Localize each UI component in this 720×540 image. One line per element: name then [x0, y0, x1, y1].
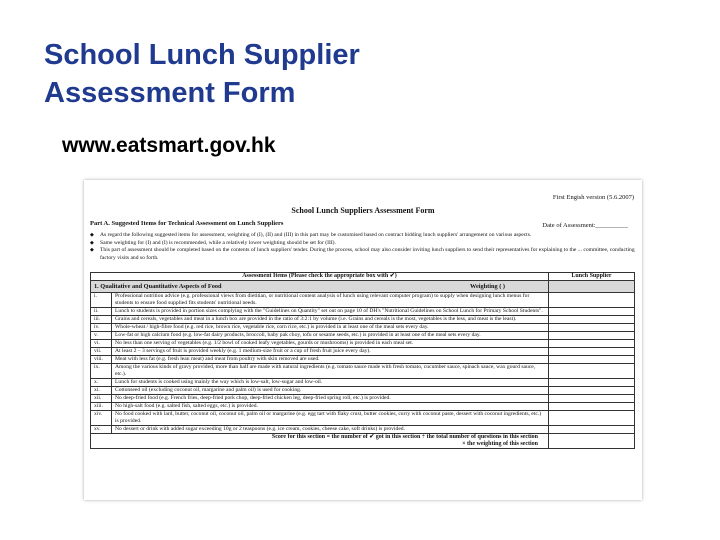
table-row	[91, 411, 635, 426]
table-row	[91, 364, 635, 379]
table-row	[91, 395, 635, 403]
row-number: ii.	[91, 308, 112, 316]
score-formula-line2: × the weighting of this section	[462, 441, 538, 447]
row-criterion: Professional nutrition advice (e.g. professional views from dietitian, or nutritional content analysis of lunch using relevant computer program) to supply when designing lunch menus for students to ensure food supplied fits students' nutritional needs.	[112, 293, 549, 308]
row-number: v.	[91, 332, 112, 340]
date-of-assessment: Date of Assessment:__________	[542, 222, 628, 229]
supplier-checkbox-cell[interactable]	[549, 332, 635, 340]
supplier-checkbox-cell[interactable]	[549, 411, 635, 426]
row-criterion: No less than one serving of vegetables (e.g. 1/2 bowl of cooked leafy vegetables, gourds or mushrooms) is provided in each meal set.	[112, 340, 549, 348]
table-row	[91, 340, 635, 348]
row-criterion: Grains and cereals, vegetables and meat in a lunch box are provided in the ratio of 3:2:1 by volume (i.e. Grains and cereals is the most, vegetables is the less, and meat is the least).	[112, 316, 549, 324]
lunch-supplier-header: Lunch Supplier	[549, 273, 635, 281]
supplier-checkbox-cell[interactable]	[549, 340, 635, 348]
row-criterion: No deep-fried food (e.g. French fries, deep-fried pork chop, deep-fried chicken leg, deep-fried spring roll, etc.) is provided.	[112, 395, 549, 403]
score-row	[91, 434, 635, 449]
row-criterion: No dessert or drink with added sugar exceeding 10g or 2 teaspoons (e.g. ice cream, cookies, cheese cake, soft drinks) is provided.	[112, 426, 549, 434]
supplier-checkbox-cell[interactable]	[549, 324, 635, 332]
website-url[interactable]: www.eatsmart.gov.hk	[62, 134, 276, 157]
row-number: x.	[91, 379, 112, 387]
supplier-checkbox-cell[interactable]	[549, 356, 635, 364]
row-criterion: Lunch to students is provided in portion sizes complying with the "Guidelines on Quantity" set out on page 10 of DH's "Nutritional Guidelines on School Lunch for Primary School Students".	[112, 308, 549, 316]
row-criterion: At least 2 – 3 servings of fruit is provided weekly (e.g. 1 medium-size fruit or a cup of fresh fruit juice every day).	[112, 348, 549, 356]
row-criterion: Meat with less fat (e.g. fresh lean meat) and meat from poultry with skin removed are used.	[112, 356, 549, 364]
section1-title-text: 1. Qualitative and Quantitative Aspects of Food	[94, 283, 222, 290]
row-criterion: Among the various kinds of gravy provided, more than half are made with natural ingredients (e.g. tomato sauce made with fresh tomato, cucumber sauce, spinach sauce, wax gourd sauce, etc.).	[112, 364, 549, 379]
row-criterion: No high-salt food (e.g. salted fish, salted eggs, etc.) is provided.	[112, 403, 549, 411]
supplier-score-cell[interactable]	[549, 434, 635, 449]
slide-title	[44, 36, 360, 112]
row-criterion: Low-fat or high calcium food (e.g. low-fat dairy products, broccoli, baby pak choy, tofu or sesame seeds, etc.) is provided in at least one of the meal sets every day.	[112, 332, 549, 340]
row-number: iii.	[91, 316, 112, 324]
table-row	[91, 379, 635, 387]
row-number: i.	[91, 293, 112, 308]
form-title: School Lunch Suppliers Assessment Form	[291, 206, 435, 215]
score-formula	[91, 434, 549, 449]
items-header: Assessment Items (Please check the appropriate box with ✔)	[91, 273, 549, 281]
supplier-checkbox-cell[interactable]	[549, 403, 635, 411]
table-row	[91, 324, 635, 332]
row-number: xi.	[91, 387, 112, 395]
supplier-cell	[549, 281, 635, 293]
table-row	[91, 332, 635, 340]
row-number: xv.	[91, 426, 112, 434]
row-number: vii.	[91, 348, 112, 356]
row-criterion: Whole-wheat / high-fibre food (e.g. red rice, brown rice, vegetable rice, corn rice, etc.) is provided in at least one of the meal sets every day.	[112, 324, 549, 332]
row-criterion: No food cooked with lard, butter, coconut oil, coconut oil, palm oil or margarine (e.g. egg tart with flaky crust, butter cookies, curry with coconut paste, dessert with coconut ingredients, etc.) is provided.	[112, 411, 549, 426]
instruction-item: ◆ Same weighting for (I) and (I) is recommended, while a relatively lower weighting should be set for (III).	[90, 240, 635, 248]
form-version: First Engish version (5.6.2007)	[552, 194, 634, 201]
supplier-checkbox-cell[interactable]	[549, 387, 635, 395]
row-number: xii.	[91, 395, 112, 403]
slide-title-line1: School Lunch Supplier	[44, 39, 360, 71]
table-row	[91, 348, 635, 356]
supplier-checkbox-cell[interactable]	[549, 364, 635, 379]
assessment-form-image	[84, 180, 642, 500]
instructions-list	[90, 232, 635, 262]
row-criterion: Cottonseed oil (excluding coconut oil, margarine and palm oil) is used for cooking.	[112, 387, 549, 395]
supplier-checkbox-cell[interactable]	[549, 395, 635, 403]
row-number: xiv.	[91, 411, 112, 426]
row-number: xiii.	[91, 403, 112, 411]
table-row	[91, 387, 635, 395]
table-row	[91, 316, 635, 324]
instruction-item: ◆ As regard the following suggested items for assessment, weighting of (I), (II) and (III) in this part may be customised based on contract bidding lunch suppliers' arrangement on various aspects.	[90, 232, 635, 240]
row-number: viii.	[91, 356, 112, 364]
row-criterion: Lunch for students is cooked using mainly the way which is low-salt, low-sugar and low-oil.	[112, 379, 549, 387]
table-row	[91, 403, 635, 411]
table-row	[91, 426, 635, 434]
assessment-table	[90, 272, 635, 449]
supplier-checkbox-cell[interactable]	[549, 379, 635, 387]
supplier-checkbox-cell[interactable]	[549, 426, 635, 434]
row-number: iv.	[91, 324, 112, 332]
section1-title	[91, 281, 549, 293]
supplier-checkbox-cell[interactable]	[549, 308, 635, 316]
table-row	[91, 293, 635, 308]
slide-title-line2: Assessment Form	[44, 77, 296, 109]
section-header-row	[91, 281, 635, 293]
table-header-row	[91, 273, 635, 281]
instruction-item: ◆ This part of assessment should be completed based on the contents of lunch suppliers' tender. During the process, school may also consider inviting lunch suppliers to send their representatives for explaining to the ... committee, conducting factory visits and so forth.	[90, 247, 635, 262]
table-row	[91, 308, 635, 316]
table-row	[91, 356, 635, 364]
score-formula-line1: Score for this section = the number of ✔ got in this section ÷ the total number of questions in this section	[271, 434, 538, 440]
supplier-checkbox-cell[interactable]	[549, 316, 635, 324]
part-a-heading: Part A. Suggested Items for Technical Assessment on Lunch Suppliers	[90, 220, 284, 227]
row-number: vi.	[91, 340, 112, 348]
supplier-checkbox-cell[interactable]	[549, 293, 635, 308]
section1-weighting: Weighting ( )	[470, 283, 505, 290]
row-number: ix.	[91, 364, 112, 379]
supplier-checkbox-cell[interactable]	[549, 348, 635, 356]
